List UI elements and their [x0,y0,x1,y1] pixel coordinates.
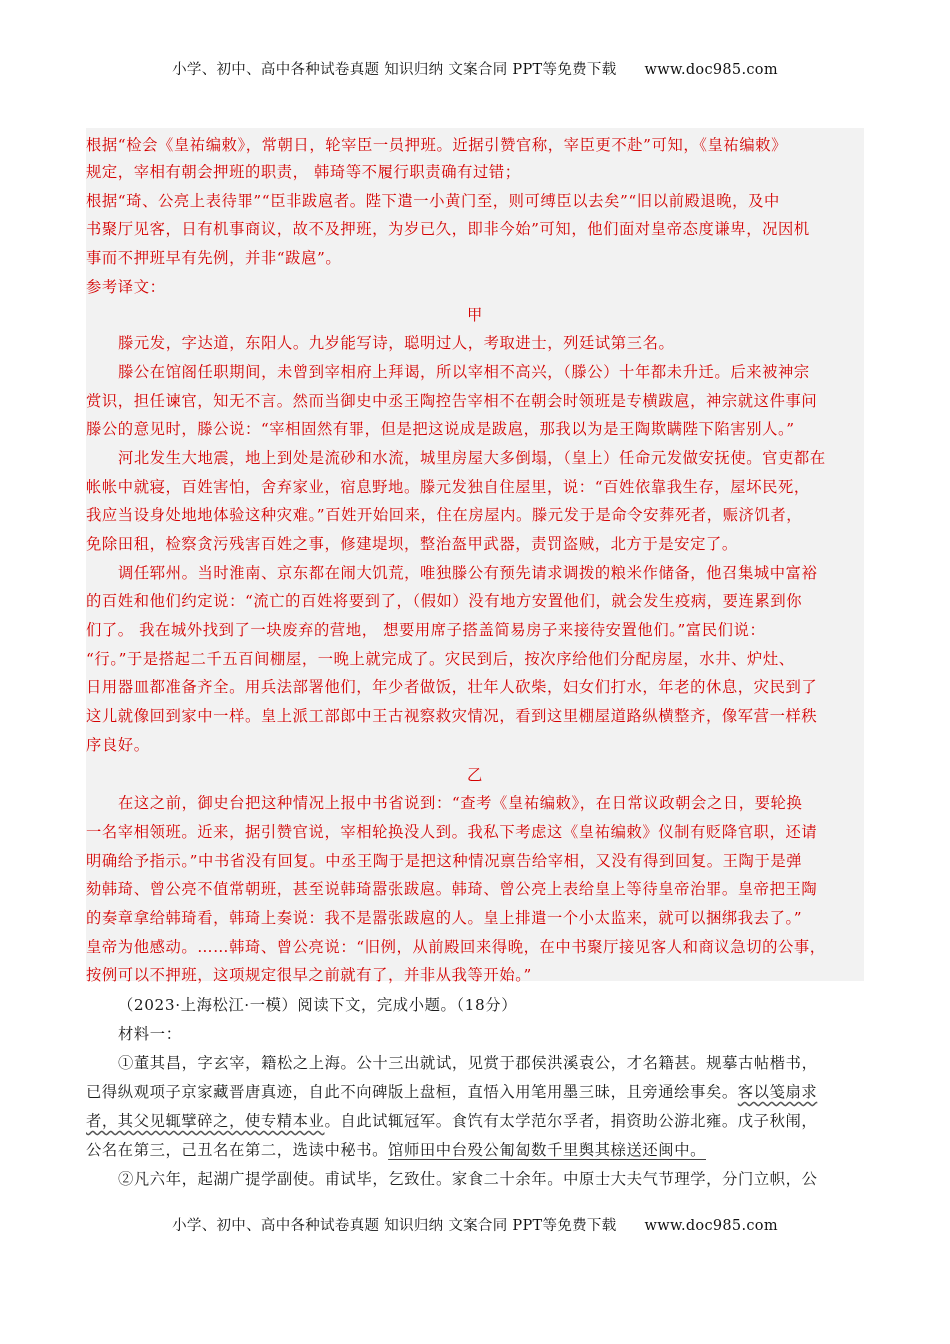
paragraph-1-text: 公名在第三，己丑名在第二，选读中秘书。 [86,1141,389,1159]
question-intro: （2023·上海松江·一模）阅读下文，完成小题。（18分） [118,996,518,1014]
jia-line: 赏识，担任谏官，知无不言。然而当御史中丞王陶控告宰相不在朝会时领班是专横跋扈，神宗就这件事问 [86,392,818,410]
answer-line: 书聚厅见客，日有机事商议，故不及押班，为岁已久，即非今始”可知，他们面对皇帝态度谦卑，况因机 [86,220,810,238]
paragraph-2-line: ②凡六年，起湖广提学副使。甫试毕，乞致仕。家食二十余年。中原士大夫气节理学，分门立帜，公 [118,1170,818,1188]
jia-line: 我应当设身处地地体验这种灾难。”百姓开始回来，住在房屋内。滕元发于是命令安葬死者，赈济饥者， [86,506,803,524]
yi-line: 按例可以不押班，这项规定很早之前就有了，并非从我等开始。” [86,966,532,984]
paragraph-1-text: 已得纵观项子京家藏晋唐真迹，自此不向碑版上盘桓，直悟入用笔用墨三昧，且旁通绘事矣。 [86,1083,738,1101]
section-heading-yi: 乙 [467,766,483,784]
material-label: 材料一： [118,1025,182,1043]
paragraph-1-text: 。自此试辄冠军。食饩有太学范尔孚者，捐资助公游北雍。戊子秋闱， [324,1112,818,1130]
jia-line: 滕公的意见时，滕公说：“宰相固然有罪，但是把这说成是跋扈，那我以为是王陶欺瞒陛下陷害别人。” [86,420,795,438]
yi-line: 劾韩琦、曾公亮不值常朝班，甚至说韩琦嚣张跋扈。韩琦、曾公亮上表给皇上等待皇帝治罪。皇帝把王陶 [86,880,818,898]
jia-line: “行。”于是搭起二千五百间棚屋，一晚上就完成了。灾民到后，按次序给他们分配房屋，水井、炉灶、 [86,650,795,668]
paragraph-1-line [86,1109,817,1131]
jia-line: 这儿就像回到家中一样。皇上派工部郎中王古视察救灾情况，看到这里棚屋道路纵横整齐，像军营一样秩 [86,707,818,725]
yi-line: 明确给予指示。”中书省没有回复。中丞王陶于是把这种情况禀告给宰相，又没有得到回复。王陶于是弹 [86,852,803,870]
yi-line: 在这之前，御史台把这种情况上报中书省说到：“查考《皇祐编敕》，在日常议政朝会之日，要轮换 [118,794,803,812]
header-text: 小学、初中、高中各种试卷真题 知识归纳 文案合同 PPT等免费下载 [172,62,617,78]
jia-line: 日用器皿都准备齐全。用兵法部署他们，年少者做饭，壮年人砍柴，妇女们打水，年老的休息，灾民到了 [86,678,818,696]
answer-line: 根据“检会《皇祐编敕》，常朝日，轮宰臣一员押班。近据引赞官称，宰臣更不赴”可知，《皇祐编敕》 [86,136,788,154]
jia-line: 帐帐中就寝，百姓害怕，舍弃家业，宿息野地。滕元发独自住屋里，说：“百姓依靠我生存，屋坏民死， [86,478,810,496]
paragraph-1-line [86,1080,817,1102]
underlined-sentence: 馆师田中台殁公匍匐数千里舆其榇送还闽中。 [388,1141,706,1159]
footer-url[interactable]: www.doc985.com [644,1218,778,1234]
page-header [0,58,950,79]
jia-line: 序良好。 [86,736,150,754]
page-footer [0,1214,950,1235]
translation-label: 参考译文： [86,278,166,296]
header-url[interactable]: www.doc985.com [644,62,778,78]
footer-text: 小学、初中、高中各种试卷真题 知识归纳 文案合同 PPT等免费下载 [172,1218,617,1234]
jia-line: 河北发生大地震，地上到处是流砂和水流，城里房屋大多倒塌，（皇上）任命元发做安抚使。官吏都在 [118,449,826,467]
answer-line: 事而不押班早有先例，并非“跋扈”。 [86,249,342,267]
wavy-underlined-sentence: 者，其父见辄擘碎之，使专精本业 [86,1112,325,1130]
jia-line: 调任郓州。当时淮南、京东都在闹大饥荒，唯独滕公有预先请求调拨的粮米作储备，他召集城中富裕 [118,564,818,582]
jia-line: 的百姓和他们约定说：“流亡的百姓将要到了，（假如）没有地方安置他们，就会发生疫病，要连累到你 [86,592,803,610]
answer-line: 规定，宰相有朝会押班的职责， 韩琦等不履行职责确有过错； [86,163,521,181]
jia-line: 滕公在馆阁任职期间，未曾到宰相府上拜谒，所以宰相不高兴，（滕公）十年都未升迁。后来被神宗 [118,363,810,381]
yi-line: 皇帝为他感动。……韩琦、曾公亮说：“旧例，从前殿回来得晚，在中书聚厅接见客人和商议急切的公事， [86,938,826,956]
jia-line: 们了。 我在城外找到了一块废弃的营地， 想要用席子搭盖简易房子来接待安置他们。”富民们说： [86,621,766,639]
paragraph-1-line: ①董其昌，字玄宰，籍松之上海。公十三出就试，见赏于郡侯洪溪袁公，才名籍甚。规摹古帖楷书， [118,1054,818,1072]
yi-line: 的奏章拿给韩琦看，韩琦上奏说：我不是嚣张跋扈的人。皇上排遣一个小太监来，就可以捆绑我去了。” [86,909,803,927]
jia-line: 免除田租，检察贪污残害百姓之事，修建堤坝，整治盔甲武器，责罚盗贼，北方于是安定了。 [86,535,738,553]
jia-line: 滕元发，字达道，东阳人。九岁能写诗，聪明过人，考取进士，列廷试第三名。 [118,334,675,352]
section-heading-jia: 甲 [467,306,483,324]
wavy-underlined-sentence: 客以笺扇求 [737,1083,818,1101]
yi-line: 一名宰相领班。近来，据引赞官说，宰相轮换没人到。我私下考虑这《皇祐编敕》仪制有贬降官职，还请 [86,823,818,841]
paragraph-1-line [86,1138,706,1160]
answer-line: 根据“琦、公亮上表待罪”“臣非跋扈者。陛下遣一小黄门至，则可缚臣以去矣”“旧以前殿退晚，及中 [86,192,780,210]
